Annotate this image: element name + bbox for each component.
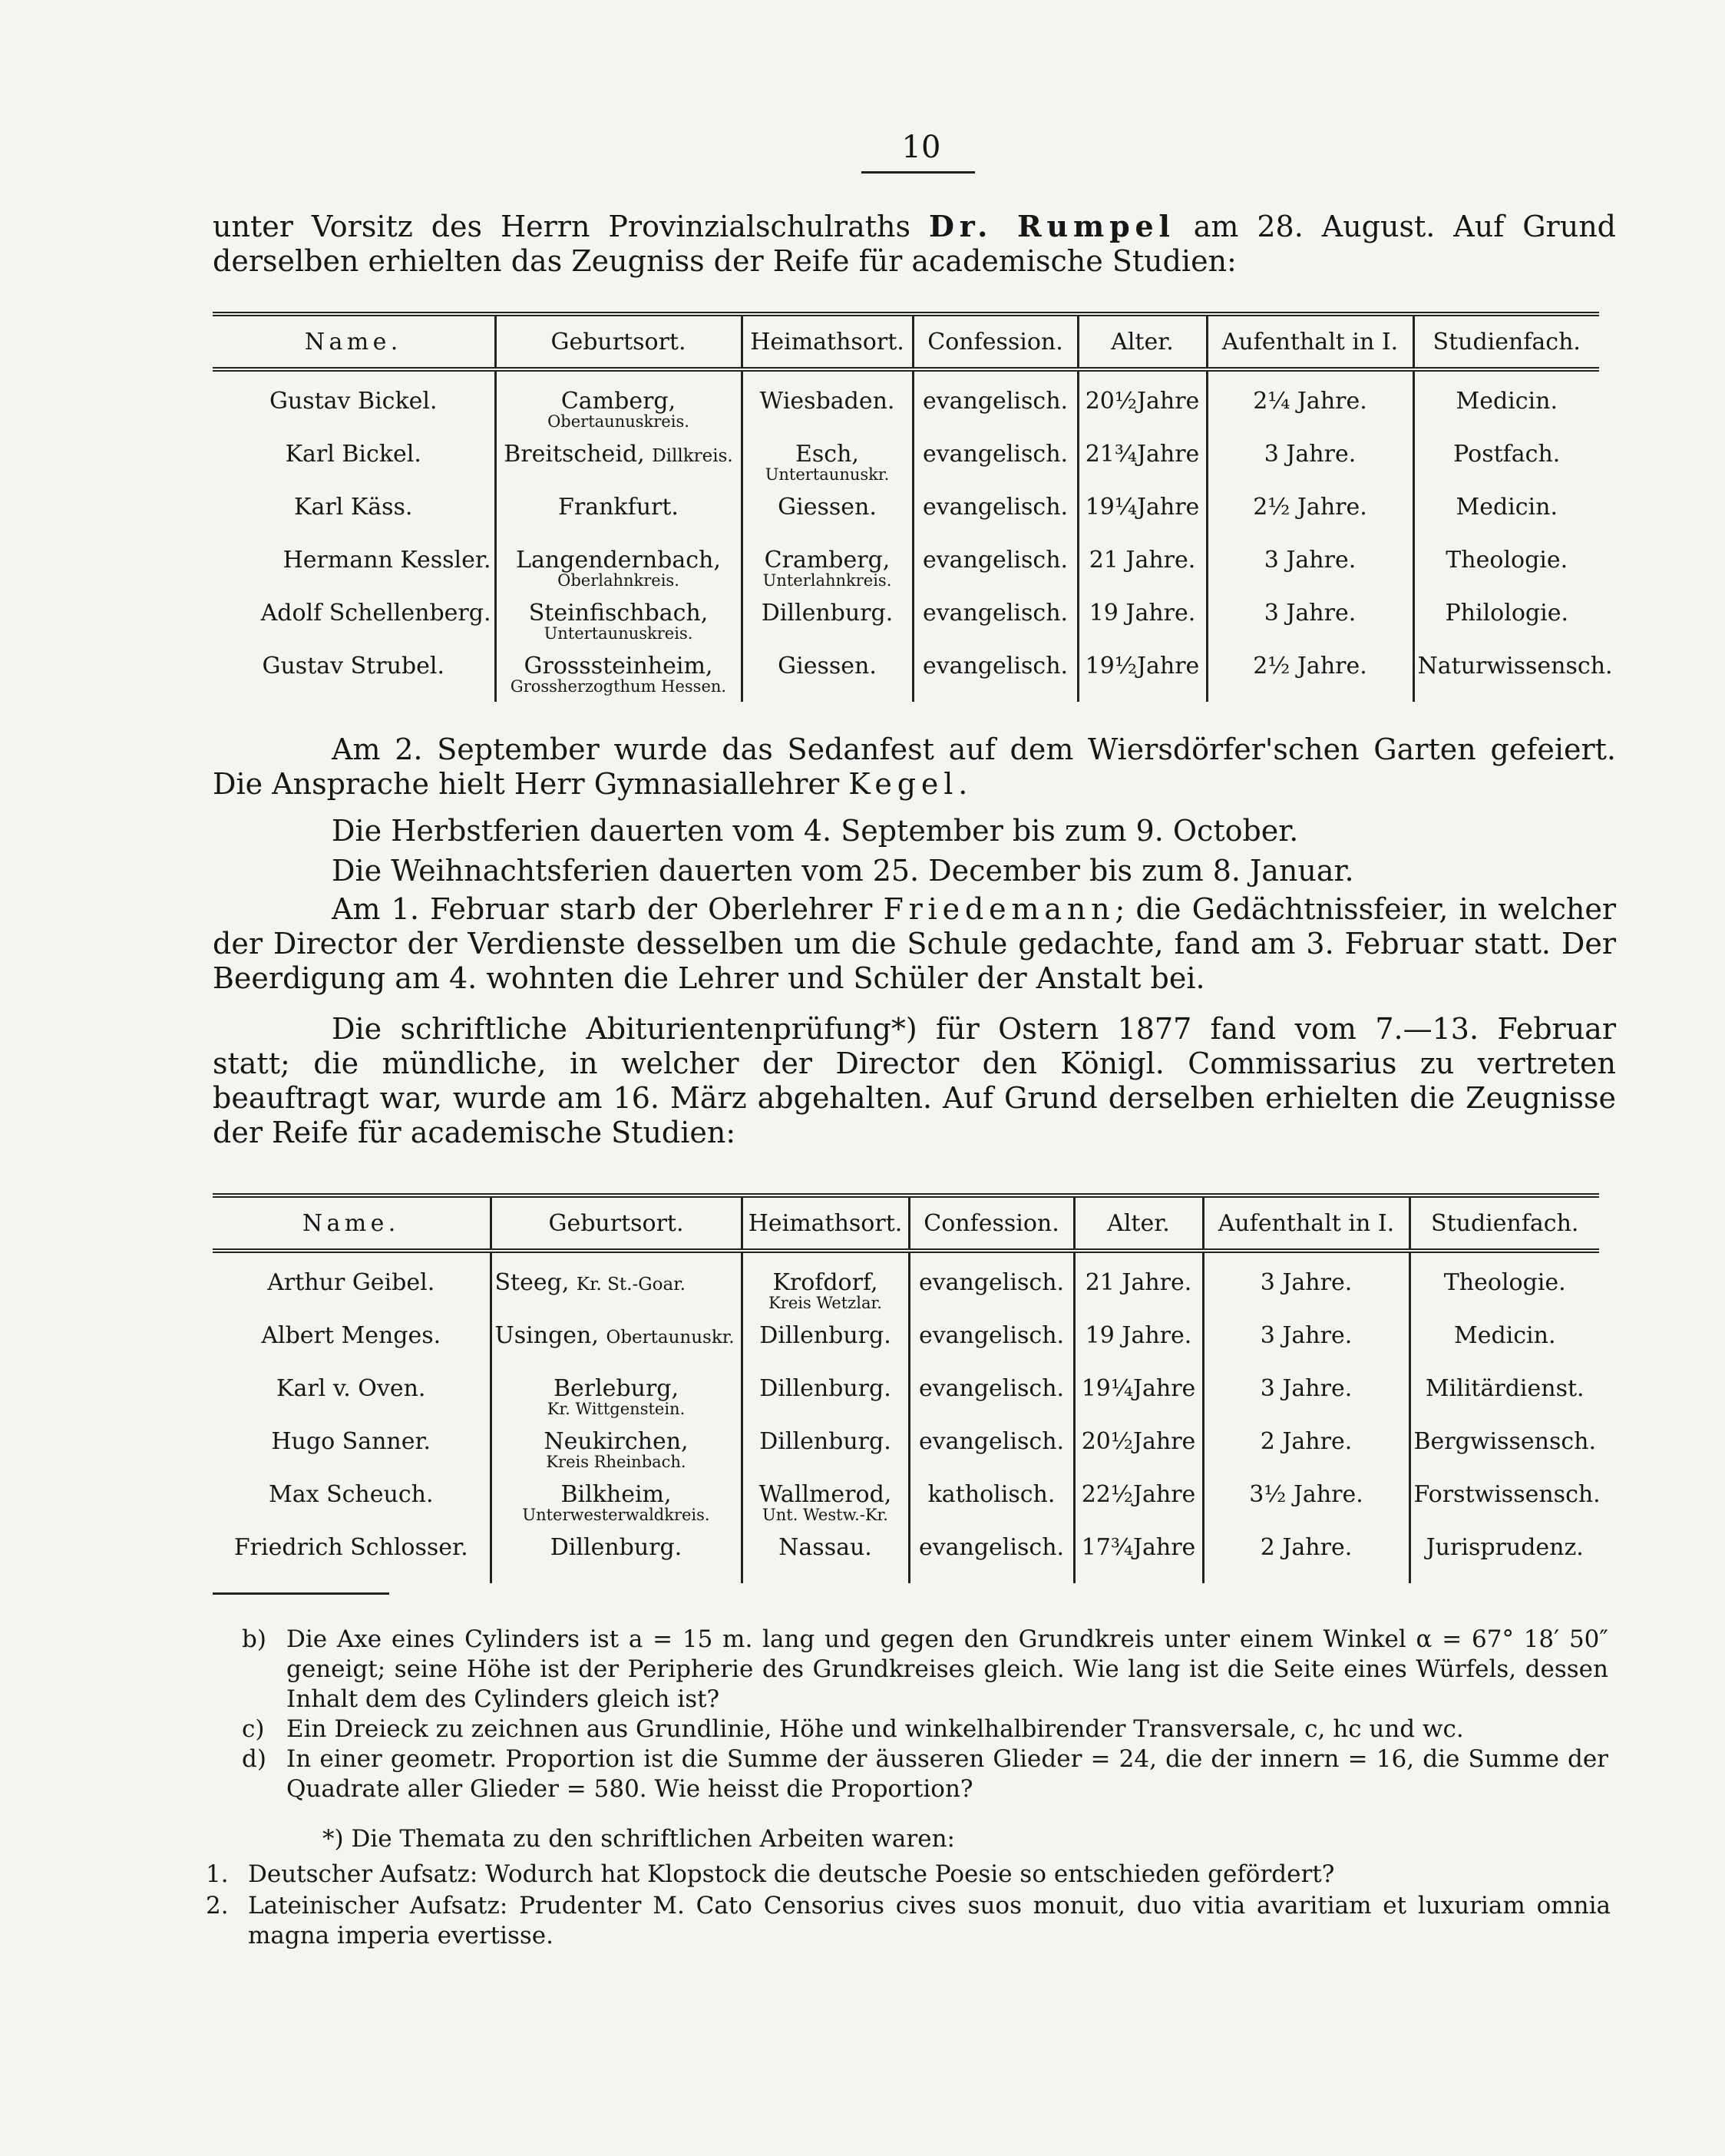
cell-stay: 3 Jahre. <box>1207 437 1413 490</box>
cell-stay: 3 Jahre. <box>1203 1318 1409 1371</box>
table-row <box>213 1251 1599 1318</box>
cell-hometown: Giessen. <box>742 490 913 543</box>
cell-age: 19 Jahre. <box>1078 596 1207 649</box>
table-row <box>213 543 1599 596</box>
header-subject: Studienfach. <box>1409 1195 1599 1251</box>
header-birthplace: Geburtsort. <box>495 314 742 369</box>
table-row <box>213 649 1599 702</box>
cell-hometown: Dillenburg. <box>742 1371 909 1424</box>
cell-subject: Medicin. <box>1409 1318 1599 1371</box>
cell-birthplace: Langendernbach, Oberlahnkreis. <box>495 543 742 596</box>
intro-text-b: am 28. August. Auf Grund derselben erhielten das Zeugniss der Reife für academische Studien: <box>213 210 1616 278</box>
cell-subject: Forstwissensch. <box>1409 1477 1599 1530</box>
cell-confession: evangelisch. <box>913 596 1078 649</box>
header-hometown: Heimathsort. <box>742 314 913 369</box>
cell-birthplace: Usingen, Obertaunuskr. <box>491 1318 742 1371</box>
cell-birthplace: Berleburg, Kr. Wittgenstein. <box>491 1371 742 1424</box>
header-hometown: Heimathsort. <box>742 1195 909 1251</box>
cell-confession: evangelisch. <box>913 649 1078 702</box>
cell-stay: 3 Jahre. <box>1203 1251 1409 1318</box>
cell-hometown: Cramberg, Unterlahnkreis. <box>742 543 913 596</box>
cell-stay: 3 Jahre. <box>1203 1371 1409 1424</box>
cell-hometown: Wallmerod, Unt. Westw.-Kr. <box>742 1477 909 1530</box>
cell-name: Hermann Kessler. <box>283 547 491 574</box>
table-header-row <box>213 314 1599 369</box>
cell-stay: 2 Jahre. <box>1203 1530 1409 1583</box>
cell-name: Adolf Schellenberg. <box>260 600 491 627</box>
exam-paragraph: Die schriftliche Abiturientenprüfung*) für Ostern 1877 fand vom 7.—13. Februar statt; die mündliche, in welcher der Director den Königl. Commissarius zu vertreten beauftragt war, wurde am 16. März abgehalten. Auf Grund derselben erhielten die Zeugnisse der Reife für academische Studien: <box>213 1012 1616 1149</box>
page-number: 10 <box>901 130 941 165</box>
cell-hometown: Krofdorf, Kreis Wetzlar. <box>742 1251 909 1318</box>
intro-text-a: unter Vorsitz des Herrn Provinzialschulraths <box>213 210 929 243</box>
table-row <box>213 1530 1599 1583</box>
theme-1: 1. Deutscher Aufsatz: Wodurch hat Klopstock die deutsche Poesie so entschieden gefördert? <box>206 1860 1335 1888</box>
cell-birthplace: Frankfurt. <box>495 490 742 543</box>
table-row <box>213 1318 1599 1371</box>
header-stay: Aufenthalt in I. <box>1203 1195 1409 1251</box>
cell-age: 20½Jahre <box>1078 369 1207 437</box>
cell-stay: 3½ Jahre. <box>1203 1477 1409 1530</box>
sedan-paragraph: Am 2. September wurde das Sedanfest auf dem Wiersdörfer'schen Garten gefeiert. Die Ansprache hielt Herr Gymnasiallehrer Kegel. <box>213 732 1616 801</box>
weihnacht-paragraph: Die Weihnachtsferien dauerten vom 25. December bis zum 8. Januar. <box>332 854 1354 888</box>
cell-confession: evangelisch. <box>909 1371 1074 1424</box>
cell-stay: 2¼ Jahre. <box>1207 369 1413 437</box>
cell-confession: evangelisch. <box>909 1251 1074 1318</box>
intro-name: Dr. Rumpel <box>928 209 1175 243</box>
cell-subject: Theologie. <box>1413 543 1599 596</box>
cell-hometown: Dillenburg. <box>742 596 913 649</box>
cell-age: 20½Jahre <box>1074 1424 1203 1477</box>
cell-birthplace: Steeg, Kr. St.-Goar. <box>491 1251 742 1318</box>
cell-age: 17¾Jahre <box>1074 1530 1203 1583</box>
header-name: Name. <box>213 314 495 369</box>
problem-d: d) In einer geometr. Proportion ist die Summe der äusseren Glieder = 24, die der innern = 16, die Summe der Quadrate aller Glieder = 580. Wie heisst die Proportion? <box>242 1745 1608 1803</box>
header-stay: Aufenthalt in I. <box>1207 314 1413 369</box>
cell-confession: evangelisch. <box>913 543 1078 596</box>
cell-confession: evangelisch. <box>913 437 1078 490</box>
cell-subject: Medicin. <box>1413 369 1599 437</box>
footnote-rule <box>213 1592 389 1595</box>
cell-stay: 2½ Jahre. <box>1207 649 1413 702</box>
cell-birthplace: Breitscheid, Dillkreis. <box>495 437 742 490</box>
cell-confession: evangelisch. <box>909 1318 1074 1371</box>
cell-confession: evangelisch. <box>909 1424 1074 1477</box>
cell-name: Albert Menges. <box>261 1322 441 1349</box>
cell-subject: Militärdienst. <box>1409 1371 1599 1424</box>
cell-name: Karl Bickel. <box>285 441 421 468</box>
cell-stay: 2½ Jahre. <box>1207 490 1413 543</box>
cell-age: 19¼Jahre <box>1078 490 1207 543</box>
cell-age: 22½Jahre <box>1074 1477 1203 1530</box>
cell-hometown: Wiesbaden. <box>742 369 913 437</box>
table-row <box>213 369 1599 437</box>
table-header-row <box>213 1195 1599 1251</box>
problem-b: b) Die Axe eines Cylinders ist a = 15 m. lang und gegen den Grundkreis unter einem Winkel α = 67° 18′ 50″ geneigt; seine Höhe ist der Peripherie des Grundkreises gleich. Wie lang ist die Seite eines Würfels, dessen Inhalt dem des Cylinders gleich ist? <box>242 1625 1608 1713</box>
header-subject: Studienfach. <box>1413 314 1599 369</box>
cell-age: 19 Jahre. <box>1074 1318 1203 1371</box>
graduates-table-1 <box>213 312 1613 702</box>
cell-stay: 3 Jahre. <box>1207 596 1413 649</box>
cell-confession: evangelisch. <box>913 490 1078 543</box>
cell-subject: Postfach. <box>1413 437 1599 490</box>
cell-confession: katholisch. <box>909 1477 1074 1530</box>
cell-name: Hugo Sanner. <box>271 1428 431 1455</box>
table-row <box>213 1424 1599 1477</box>
cell-birthplace: Grosssteinheim, Grossherzogthum Hessen. <box>495 649 742 702</box>
cell-name: Gustav Strubel. <box>262 653 444 680</box>
cell-hometown: Dillenburg. <box>742 1424 909 1477</box>
table-row <box>213 596 1599 649</box>
header-confession: Confession. <box>909 1195 1074 1251</box>
cell-subject: Bergwissensch. <box>1409 1424 1599 1477</box>
table-row <box>213 1477 1599 1530</box>
cell-age: 19¼Jahre <box>1074 1371 1203 1424</box>
cell-name: Gustav Bickel. <box>269 388 438 415</box>
table-row <box>213 437 1599 490</box>
cell-age: 21 Jahre. <box>1074 1251 1203 1318</box>
cell-name: Arthur Geibel. <box>267 1269 435 1296</box>
cell-hometown: Nassau. <box>742 1530 909 1583</box>
cell-age: 21 Jahre. <box>1078 543 1207 596</box>
header-age: Alter. <box>1074 1195 1203 1251</box>
cell-confession: evangelisch. <box>913 369 1078 437</box>
cell-age: 21¾Jahre <box>1078 437 1207 490</box>
cell-confession: evangelisch. <box>909 1530 1074 1583</box>
cell-subject: Theologie. <box>1409 1251 1599 1318</box>
header-age: Alter. <box>1078 314 1207 369</box>
cell-name: Karl Käss. <box>294 494 413 521</box>
death-paragraph: Am 1. Februar starb der Oberlehrer Friedemann; die Gedächtnissfeier, in welcher der Director der Verdienste desselben um die Schule gedachte, fand am 3. Februar statt. Der Beerdigung am 4. wohnten die Lehrer und Schüler der Anstalt bei. <box>213 892 1616 995</box>
header-birthplace: Geburtsort. <box>491 1195 742 1251</box>
cell-subject: Medicin. <box>1413 490 1599 543</box>
cell-hometown: Dillenburg. <box>742 1318 909 1371</box>
cell-stay: 3 Jahre. <box>1207 543 1413 596</box>
cell-subject: Philologie. <box>1413 596 1599 649</box>
table-row <box>213 1371 1599 1424</box>
cell-birthplace: Neukirchen, Kreis Rheinbach. <box>491 1424 742 1477</box>
cell-birthplace: Steinfischbach, Untertaunuskreis. <box>495 596 742 649</box>
cell-name: Friedrich Schlosser. <box>233 1534 468 1561</box>
cell-stay: 2 Jahre. <box>1203 1424 1409 1477</box>
footnote-heading: *) Die Themata zu den schriftlichen Arbeiten waren: <box>322 1825 955 1853</box>
herbst-paragraph: Die Herbstferien dauerten vom 4. September bis zum 9. October. <box>332 814 1299 848</box>
cell-subject: Naturwissensch. <box>1413 649 1599 702</box>
theme-2: 2. Lateinischer Aufsatz: Prudenter M. Cato Censorius cives suos monuit, duo vitia avaritiam et luxuriam omnia magna imperia evertisse. <box>206 1892 1611 1949</box>
cell-birthplace: Camberg, Obertaunuskreis. <box>495 369 742 437</box>
header-name: Name. <box>213 1195 491 1251</box>
cell-hometown: Giessen. <box>742 649 913 702</box>
cell-name: Karl v. Oven. <box>276 1375 426 1402</box>
table-row <box>213 490 1599 543</box>
page-number-rule <box>861 171 975 174</box>
cell-birthplace: Dillenburg. <box>491 1530 742 1583</box>
cell-hometown: Esch, Untertaunuskr. <box>742 437 913 490</box>
intro-paragraph <box>213 209 1616 279</box>
cell-subject: Jurisprudenz. <box>1409 1530 1599 1583</box>
graduates-table-2 <box>213 1193 1599 1583</box>
problem-c: c) Ein Dreieck zu zeichnen aus Grundlinie, Höhe und winkelhalbirender Transversale, c, hc und wc. <box>242 1715 1464 1743</box>
header-confession: Confession. <box>913 314 1078 369</box>
cell-age: 19½Jahre <box>1078 649 1207 702</box>
cell-birthplace: Bilkheim, Unterwesterwaldkreis. <box>491 1477 742 1530</box>
cell-name: Max Scheuch. <box>269 1481 434 1508</box>
